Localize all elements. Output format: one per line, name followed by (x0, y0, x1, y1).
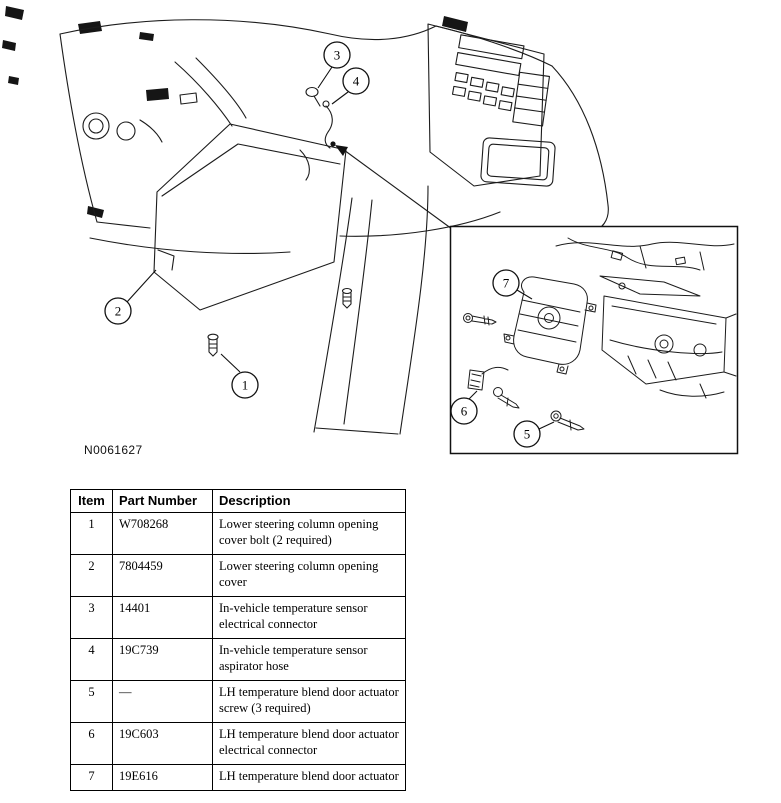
item-cell: 3 (71, 597, 113, 639)
description-cell: Lower steering column opening cover bolt (2 required) (213, 513, 406, 555)
part-number-cell: 19E616 (113, 765, 213, 791)
item-cell: 6 (71, 723, 113, 765)
table-row (71, 681, 406, 723)
callout-6-number: 6 (460, 403, 468, 419)
description-cell: LH temperature blend door actuator screw (3 required) (213, 681, 406, 723)
table-header-row (71, 490, 406, 513)
item-cell: 7 (71, 765, 113, 791)
part-number-cell: — (113, 681, 213, 723)
table-row (71, 597, 406, 639)
callout-1-number: 1 (241, 377, 249, 393)
inset-box (451, 227, 738, 454)
table-row (71, 639, 406, 681)
item-cell: 1 (71, 513, 113, 555)
callout-2-number: 2 (114, 303, 122, 319)
description-cell: LH temperature blend door actuator (213, 765, 406, 791)
part-number-cell: W708268 (113, 513, 213, 555)
col-header-part-number: Part Number (113, 490, 213, 513)
callout-1 (221, 354, 258, 398)
item-cell: 2 (71, 555, 113, 597)
callout-7-number: 7 (502, 275, 510, 291)
col-header-item: Item (71, 490, 113, 513)
callout-2 (105, 270, 156, 324)
part-number-cell: 14401 (113, 597, 213, 639)
cover-bolts (208, 289, 352, 357)
table-row (71, 513, 406, 555)
part-number-cell: 19C603 (113, 723, 213, 765)
description-cell: LH temperature blend door actuator electrical connector (213, 723, 406, 765)
part-number-cell: 19C739 (113, 639, 213, 681)
description-cell: In-vehicle temperature sensor electrical connector (213, 597, 406, 639)
callout-4 (332, 68, 369, 104)
callout-4-number: 4 (352, 73, 360, 89)
table-row (71, 765, 406, 791)
callout-3-number: 3 (333, 47, 341, 63)
col-header-description: Description (213, 490, 406, 513)
part-number-cell: 7804459 (113, 555, 213, 597)
item-cell: 4 (71, 639, 113, 681)
item-cell: 5 (71, 681, 113, 723)
description-cell: In-vehicle temperature sensor aspirator hose (213, 639, 406, 681)
table-row (71, 555, 406, 597)
figure-id: N0061627 (84, 443, 143, 457)
callout-5-number: 5 (523, 426, 531, 442)
table-row (71, 723, 406, 765)
description-cell: Lower steering column opening cover (213, 555, 406, 597)
parts-table (70, 489, 406, 791)
